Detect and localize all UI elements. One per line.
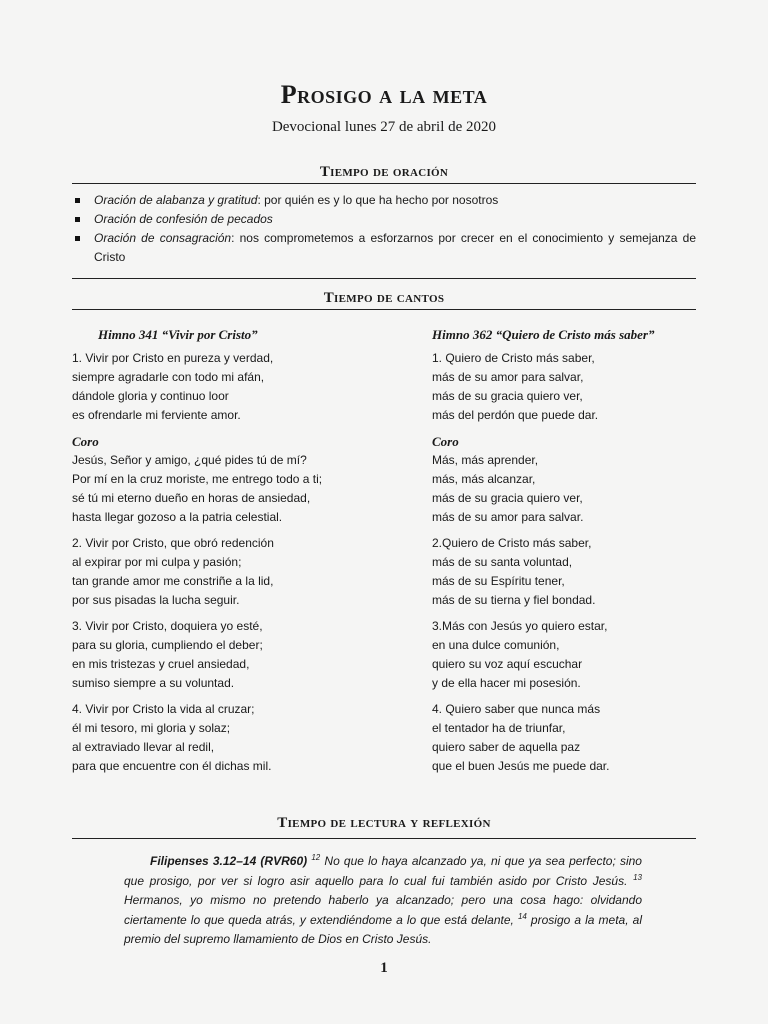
hymn-line: para su gloria, cumpliendo el deber; <box>72 638 263 652</box>
hymn-stanza <box>72 534 362 610</box>
hymn-line: 4. Quiero saber que nunca más <box>432 702 601 716</box>
hymn-line: Jesús, Señor y amigo, ¿qué pides tú de mí? <box>72 453 307 467</box>
hymn-line: más de su gracia quiero ver, <box>432 491 583 505</box>
hymn-line: 1. Vivir por Cristo en pureza y verdad, <box>72 351 274 365</box>
hymn-chorus <box>432 432 722 527</box>
page-number: 1 <box>380 960 388 976</box>
hymn-line: más de su Espíritu tener, <box>432 574 565 588</box>
scripture-passage <box>124 852 642 950</box>
verse-text: Hermanos, yo mismo no pretendo haberlo ya alcanzado; pero una cosa hago: olvidando ciertamente lo que queda atrás, y extendiéndome a lo que está delante, <box>124 893 642 927</box>
hymn-stanza <box>72 349 362 425</box>
hymn-line: tan grande amor me constriñe a la lid, <box>72 574 274 588</box>
prayer-list <box>72 191 696 267</box>
songs-divider <box>72 309 696 310</box>
hymn-title: Himno 362 “Quiero de Cristo más saber” <box>432 327 655 342</box>
hymn-line: sumiso siempre a su voluntad. <box>72 676 235 690</box>
hymn-line: al extraviado llevar al redil, <box>72 740 215 754</box>
prayer-item-text: nos comprometemos a esforzarnos por crecer en el conocimiento y semejanza de Cristo <box>94 231 696 264</box>
hymn-title: Himno 341 “Vivir por Cristo” <box>98 327 258 342</box>
hymn-line: es ofrendarle mi ferviente amor. <box>72 408 241 422</box>
prayer-heading: Tiempo de oración <box>319 164 449 180</box>
hymn-line: más de su amor para salvar. <box>432 510 584 524</box>
hymn-line: 1. Quiero de Cristo más saber, <box>432 351 595 365</box>
hymn-stanza <box>72 700 362 776</box>
hymn-line: él mi tesoro, mi gloria y solaz; <box>72 721 231 735</box>
hymn-line: 2. Vivir por Cristo, que obró redención <box>72 536 274 550</box>
prayer-item-text: por quién es y lo que ha hecho por nosotros <box>260 193 499 207</box>
hymn-stanza <box>432 349 722 425</box>
hymn-line: quiero saber de aquella paz <box>432 740 581 754</box>
verse-number: 13 <box>633 872 642 882</box>
hymn-stanza <box>432 700 722 776</box>
songs-top-divider <box>72 278 696 279</box>
hymn-line: sé tú mi eterno dueño en horas de ansiedad, <box>72 491 311 505</box>
hymn-line: y de ella hacer mi posesión. <box>432 676 581 690</box>
prayer-divider <box>72 183 696 184</box>
page-title: Prosigo a la meta <box>280 80 488 109</box>
hymn-line: siempre agradarle con todo mi afán, <box>72 370 265 384</box>
verse-text: prosigo a la meta, al premio del supremo llamamiento de Dios en Cristo Jesús. <box>124 912 642 946</box>
hymn-stanza <box>432 534 722 610</box>
prayer-item-label: Oración de consagración <box>94 231 232 245</box>
hymn-line: Más, más aprender, <box>432 453 539 467</box>
prayer-item-label: Oración de confesión de pecados <box>94 212 273 226</box>
hymn-line: en mis tristezas y cruel ansiedad, <box>72 657 250 671</box>
hymn-line: dándole gloria y continuo loor <box>72 389 229 403</box>
hymn-line: más de su amor para salvar, <box>432 370 584 384</box>
prayer-item <box>72 210 696 229</box>
hymn-line: más de su santa voluntad, <box>432 555 573 569</box>
hymn-line: en una dulce comunión, <box>432 638 560 652</box>
hymn-line: más, más alcanzar, <box>432 472 536 486</box>
hymn-line: quiero su voz aquí escuchar <box>432 657 583 671</box>
hymn-line: 3. Vivir por Cristo, doquiera yo esté, <box>72 619 263 633</box>
hymn-line: más de su gracia quiero ver, <box>432 389 583 403</box>
hymn-line: 4. Vivir por Cristo la vida al cruzar; <box>72 702 255 716</box>
hymn-341 <box>72 325 362 783</box>
chorus-label: Coro <box>432 434 459 449</box>
prayer-item-sep: : <box>231 231 235 245</box>
hymn-line: Por mí en la cruz moriste, me entrego todo a ti; <box>72 472 323 486</box>
hymn-chorus <box>72 432 362 527</box>
prayer-item-label: Oración de alabanza y gratitud <box>94 193 258 207</box>
reading-heading: Tiempo de lectura y reflexión <box>277 815 491 831</box>
hymn-line: 3.Más con Jesús yo quiero estar, <box>432 619 608 633</box>
hymn-line: para que encuentre con él dichas mil. <box>72 759 272 773</box>
prayer-item-sep: : <box>257 193 261 207</box>
prayer-item <box>72 191 696 210</box>
hymn-line: al expirar por mi culpa y pasión; <box>72 555 242 569</box>
hymn-line: más del perdón que puede dar. <box>432 408 599 422</box>
verse-number: 14 <box>517 911 527 921</box>
hymn-line: el tentador ha de triunfar, <box>432 721 566 735</box>
hymn-362 <box>432 325 722 783</box>
hymn-line: por sus pisadas la lucha seguir. <box>72 593 240 607</box>
hymn-line: hasta llegar gozoso a la patria celestial. <box>72 510 283 524</box>
songs-heading: Tiempo de cantos <box>323 290 445 306</box>
hymn-stanza <box>72 617 362 693</box>
hymn-line: que el buen Jesús me puede dar. <box>432 759 610 773</box>
hymn-line: más de su tierna y fiel bondad. <box>432 593 596 607</box>
hymn-stanza <box>432 617 722 693</box>
chorus-label: Coro <box>72 434 99 449</box>
prayer-item <box>72 229 696 267</box>
page-subtitle: Devocional lunes 27 de abril de 2020 <box>271 119 497 135</box>
verse-text: No que lo haya alcanzado ya, ni que ya sea perfecto; sino que prosigo, por ver si logro asir aquello para lo cual fui también asido por Cristo Jesús. <box>124 854 642 888</box>
verse-number: 12 <box>311 853 321 862</box>
reading-divider <box>72 838 696 839</box>
scripture-reference: Filipenses 3.12–14 (RVR60) <box>150 854 308 868</box>
hymn-line: 2.Quiero de Cristo más saber, <box>432 536 592 550</box>
